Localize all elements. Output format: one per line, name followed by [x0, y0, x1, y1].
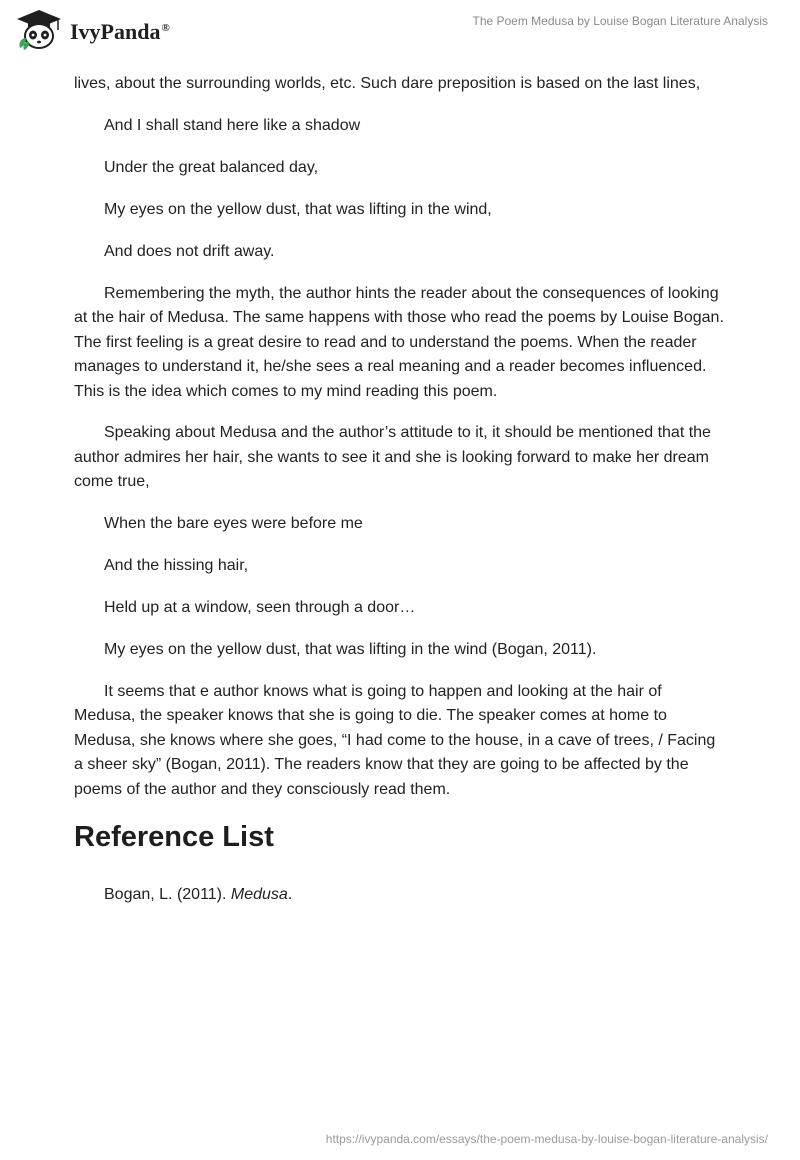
verse-line: And does not drift away. — [104, 242, 275, 260]
body-paragraph: Speaking about Medusa and the author’s attitude to it, it should be mentioned that the author admires her hair, she wants to see it and she is looking forward to make her dream come true, — [74, 424, 711, 490]
references-heading: Reference List — [74, 821, 274, 853]
brand-name: IvyPanda® — [70, 19, 170, 44]
essay-content — [74, 72, 726, 908]
ivypanda-logo[interactable] — [14, 8, 170, 52]
body-paragraph: Remembering the myth, the author hints the reader about the consequences of looking at the hair of Medusa. The same happens with those who read the poems by Louise Bogan. The first feeling is a great desire to read and to understand the poems. When the reader manages to understand it, he/she sees a real meaning and a reader becomes influenced. This is the idea which comes to my mind reading this poem. — [74, 284, 724, 400]
page-header — [0, 0, 800, 64]
document-title: The Poem Medusa by Louise Bogan Literature Analysis — [472, 14, 768, 28]
verse-line: And the hissing hair, — [104, 556, 249, 574]
verse-line: Held up at a window, seen through a door… — [104, 598, 416, 616]
verse-line: My eyes on the yellow dust, that was lifting in the wind (Bogan, 2011). — [104, 640, 597, 658]
verse-line: Under the great balanced day, — [104, 158, 319, 176]
body-paragraph: It seems that e author knows what is going to happen and looking at the hair of Medusa, the speaker knows that she is going to die. The speaker comes at home to Medusa, she knows where she goes, “I had come to the house, in a cave of trees, / Facing a sheer sky” (Bogan, 2011). The readers know that they are going to be affected by the poems of the author and they consciously read them. — [74, 682, 716, 798]
reference-title: Medusa — [230, 886, 288, 903]
reference-entry: Bogan, L. (2011). Medusa. — [104, 886, 293, 903]
verse-line: My eyes on the yellow dust, that was lifting in the wind, — [104, 200, 492, 218]
verse-line: When the bare eyes were before me — [104, 514, 363, 532]
continued-paragraph: lives, about the surrounding worlds, etc. Such dare preposition is based on the last lines, — [74, 75, 701, 92]
panda-mascot-icon — [14, 8, 64, 52]
source-url[interactable]: https://ivypanda.com/essays/the-poem-medusa-by-louise-bogan-literature-analysis/ — [325, 1132, 768, 1146]
verse-line: And I shall stand here like a shadow — [104, 116, 361, 134]
